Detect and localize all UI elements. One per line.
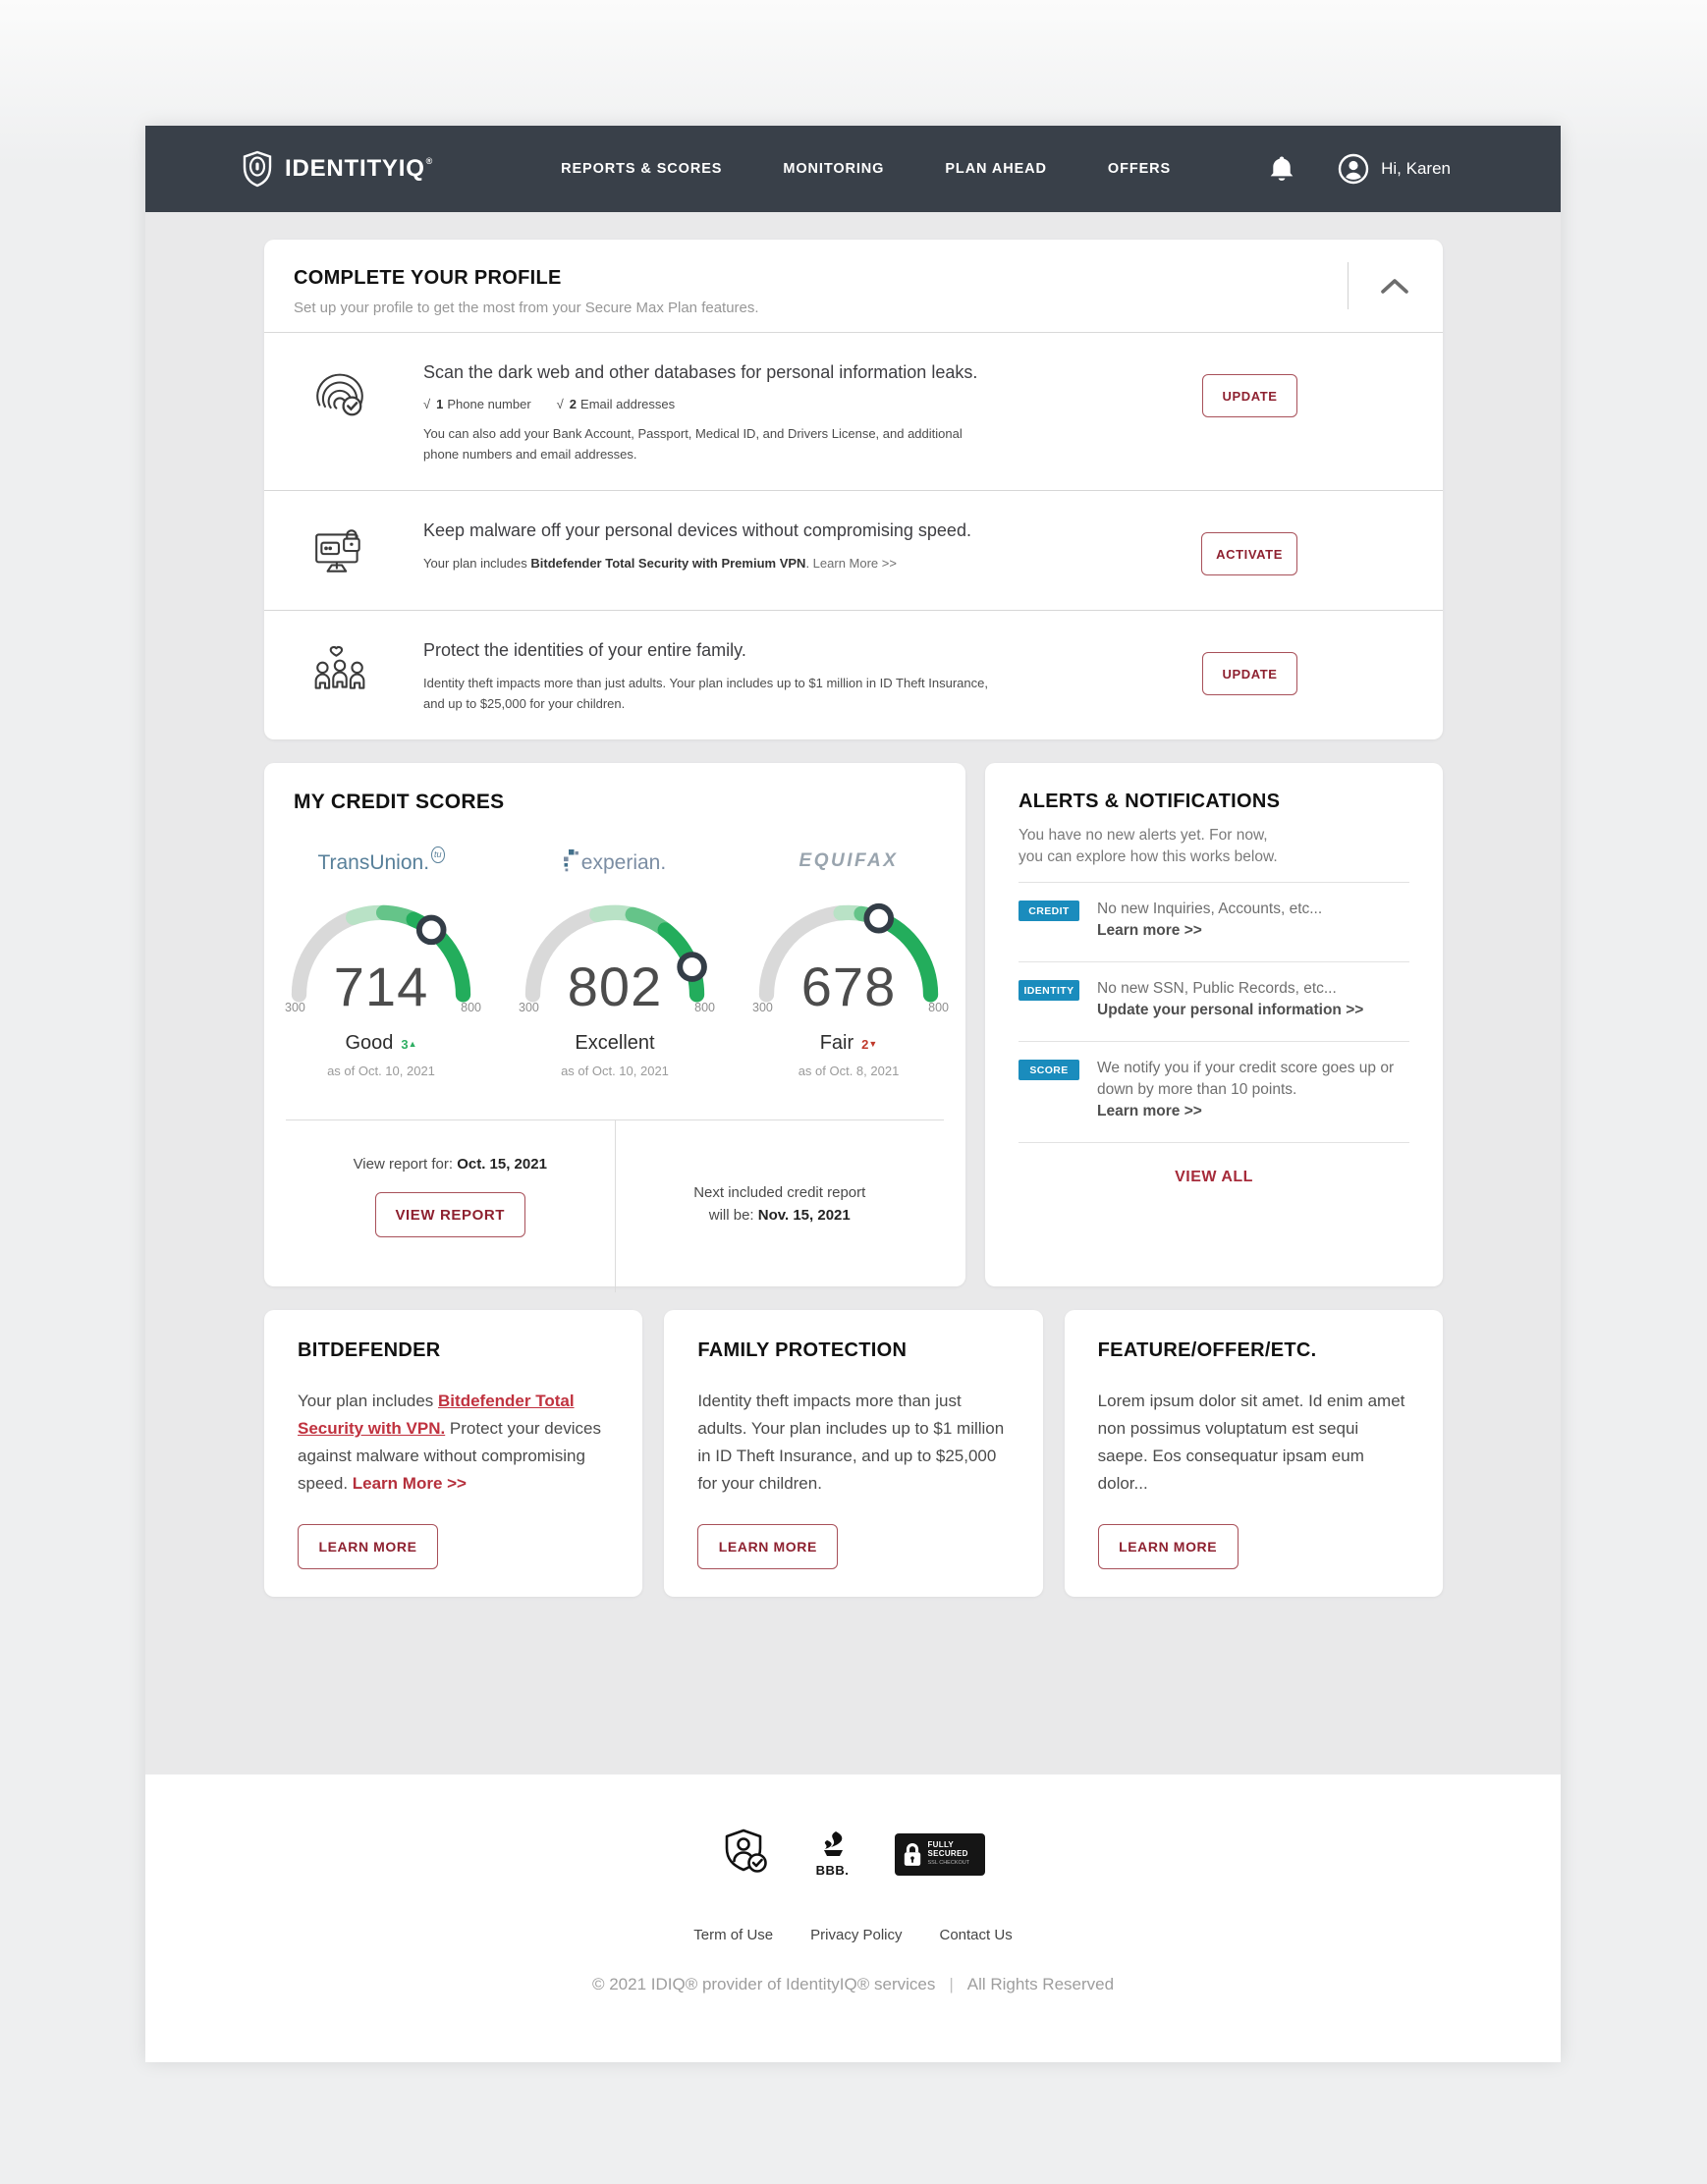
profile-row-malware [264,490,1443,610]
update-dark-web-button[interactable]: UPDATE [1202,374,1297,417]
nav-plan-ahead[interactable]: PLAN AHEAD [945,161,1047,177]
footer-links [145,1927,1561,1943]
gauge-min-label: 300 [285,1001,305,1014]
promo-title: BITDEFENDER [298,1339,441,1361]
phone-check: √ 1 Phone number [423,397,531,411]
row-title: Scan the dark web and other databases for personal information leaks. [423,362,978,382]
score-badge: SCORE [1019,1060,1079,1080]
terms-of-use-link[interactable]: Term of Use [693,1927,774,1943]
site-footer [145,1774,1561,2062]
copyright-text: © 2021 IDIQ® provider of IdentityIQ® services | All Rights Reserved [591,1975,1115,1993]
transunion-score [264,844,498,1078]
header-divider [1348,262,1349,309]
gauge-max-label: 800 [928,1001,949,1014]
row-action [1201,520,1297,575]
profile-row-text [423,520,1052,573]
identity-shield-icon [722,1828,771,1882]
experian-logo-dots [564,849,578,873]
registered-mark: ® [425,156,434,166]
alert-text: No new SSN, Public Records, etc... Update your personal information >> [1097,978,1363,1021]
brand-name: IDENTITYIQ® [285,155,434,182]
gauge-min-label: 300 [519,1001,539,1014]
bureau-gauges [264,844,965,1078]
nav-monitoring[interactable]: MONITORING [783,161,885,177]
topbar-right [1269,153,1451,185]
gauge-max-label: 800 [461,1001,481,1014]
experian-score [498,844,732,1078]
profile-row-text [423,640,1052,714]
profile-card-header [264,240,1443,333]
update-personal-info-link[interactable]: Update your personal information >> [1097,1002,1364,1018]
row-action [1202,362,1297,417]
score-rating: Good 3▲ [345,1032,417,1054]
score-as-of-date: as of Oct. 10, 2021 [561,1064,669,1078]
next-report-section: Next included credit report will be: Nov. 15, 2021 [693,1184,866,1224]
user-avatar-icon[interactable] [1338,153,1369,185]
my-credit-scores-card [264,763,965,1286]
privacy-policy-link[interactable]: Privacy Policy [810,1927,903,1943]
main-nav [561,161,1171,177]
view-report-section [286,1120,616,1292]
main-content [145,212,1561,1597]
ssl-secured-badge [895,1833,985,1876]
alerts-intro: You have no new alerts yet. For now, you can explore how this works below. [1019,827,1278,865]
transunion-logo: TransUnion. tu [264,844,498,875]
bbb-accredited-icon [816,1831,850,1878]
score-rating: Fair 2▼ [819,1032,878,1054]
feature-offer-card [1065,1310,1443,1597]
credit-learn-more-link[interactable]: Learn more >> [1097,922,1202,939]
promo-title: FAMILY PROTECTION [697,1339,908,1361]
equifax-gauge [750,891,949,1017]
row-title: Keep malware off your personal devices without compromising speed. [423,520,971,540]
family-icon [311,642,368,704]
view-report-button[interactable]: VIEW REPORT [375,1192,525,1237]
alerts-title: ALERTS & NOTIFICATIONS [1019,791,1281,812]
experian-gauge [517,891,715,1017]
score-value: 714 [333,956,429,1017]
profile-row-text [423,362,1052,464]
fingerprint-scan-icon [311,364,368,426]
family-protection-card [664,1310,1042,1597]
profile-row-dark-web [264,333,1443,490]
view-report-for: View report for: Oct. 15, 2021 [353,1156,547,1173]
identityiq-logo[interactable] [242,150,433,188]
row-title: Protect the identities of your entire family. [423,640,746,660]
score-delta-up: 3▲ [401,1037,417,1052]
complete-profile-card [264,240,1443,739]
transunion-gauge [283,891,481,1017]
update-family-button[interactable]: UPDATE [1202,652,1297,695]
alert-item-credit [1019,883,1409,962]
feature-learn-more-button[interactable]: LEARN MORE [1098,1524,1239,1569]
row-note: Identity theft impacts more than just adults. Your plan includes up to $1 million in ID Theft Insurance, and up to $25,000 for your children. [423,676,988,711]
score-value: 802 [567,956,663,1017]
chevron-up-icon[interactable] [1380,278,1409,295]
alert-item-identity [1019,962,1409,1042]
row-note: You can also add your Bank Account, Passport, Medical ID, and Drivers License, and additional phone numbers and email addresses. [423,426,963,462]
score-as-of-date: as of Oct. 10, 2021 [327,1064,435,1078]
bbb-label: BBB. [815,1863,850,1878]
top-navigation-bar [145,126,1561,212]
alerts-notifications-card [985,763,1443,1286]
user-greeting[interactable]: Hi, Karen [1381,159,1451,178]
gauge-max-label: 800 [694,1001,715,1014]
identity-badge: IDENTITY [1019,980,1079,1001]
score-value: 678 [800,956,897,1017]
score-rating: Excellent [575,1032,655,1054]
promo-title: FEATURE/OFFER/ETC. [1097,1339,1317,1361]
alert-text: No new Inquiries, Accounts, etc... Learn more >> [1097,899,1322,942]
activate-bitdefender-button[interactable]: ACTIVATE [1201,532,1297,575]
padlock-icon [903,1842,922,1868]
view-all-link[interactable]: VIEW ALL [1175,1169,1253,1185]
email-check: √ 2 Email addresses [556,397,676,411]
contact-us-link[interactable]: Contact Us [939,1927,1013,1943]
score-learn-more-link[interactable]: Learn more >> [1097,1103,1202,1119]
alert-text: We notify you if your credit score goes up or down by more than 10 points. Learn more >> [1097,1058,1409,1122]
shield-logo-icon [242,150,273,188]
learn-more-inline-link[interactable]: Learn More >> [352,1474,467,1493]
family-learn-more-button[interactable]: LEARN MORE [697,1524,838,1569]
gauge-min-label: 300 [752,1001,773,1014]
score-delta-down: 2▼ [861,1037,878,1052]
promo-body: Identity theft impacts more than just adults. Your plan includes up to $1 million in ID Theft Insurance, and up to $25,000 for your children. [697,1392,1005,1493]
promo-body: Lorem ipsum dolor sit amet. Id enim amet non possimus voluptatum est sequi saepe. Eos consequatur ipsam eum dolor... [1097,1392,1405,1493]
bitdefender-link[interactable]: Bitdefender Total Security with VPN. [298,1392,575,1438]
bitdefender-learn-more-button[interactable]: LEARN MORE [298,1524,438,1569]
promo-body: Your plan includes Bitdefender Total Security with VPN. Protect your devices against malware without compromising speed. Learn More >> [298,1392,601,1493]
profile-card-header-right [1348,261,1409,310]
promo-row [264,1310,1443,1597]
profile-row-family [264,610,1443,739]
profile-card-subtitle: Set up your profile to get the most from your Secure Max Plan features. [294,300,759,316]
credit-scores-title: MY CREDIT SCORES [294,791,505,813]
trust-badges [145,1774,1561,1882]
middle-row [264,763,1443,1286]
ssl-badge-text: FULLY SECURED SSL CHECKOUT [927,1840,970,1867]
learn-more-link[interactable]: Learn More >> [812,556,897,571]
experian-logo: experian. [498,844,732,875]
page-canvas [145,126,1561,2062]
row-note: Your plan includes Bitdefender Total Security with Premium VPN. Learn More >> [423,556,897,571]
nav-offers[interactable]: OFFERS [1107,161,1172,177]
row-action [1202,640,1297,695]
profile-card-title: COMPLETE YOUR PROFILE [294,267,562,289]
score-as-of-date: as of Oct. 8, 2021 [798,1064,900,1078]
alert-item-score [1019,1042,1409,1143]
bitdefender-card [264,1310,642,1597]
equifax-score [732,844,965,1078]
credit-badge: CREDIT [1019,901,1079,921]
nav-reports-scores[interactable]: REPORTS & SCORES [561,161,723,177]
device-security-icon [311,522,368,584]
verified-items [423,397,1052,411]
equifax-logo: EQUIFAX [798,850,899,871]
score-card-footer [286,1119,944,1292]
notifications-bell-icon[interactable] [1269,155,1294,183]
